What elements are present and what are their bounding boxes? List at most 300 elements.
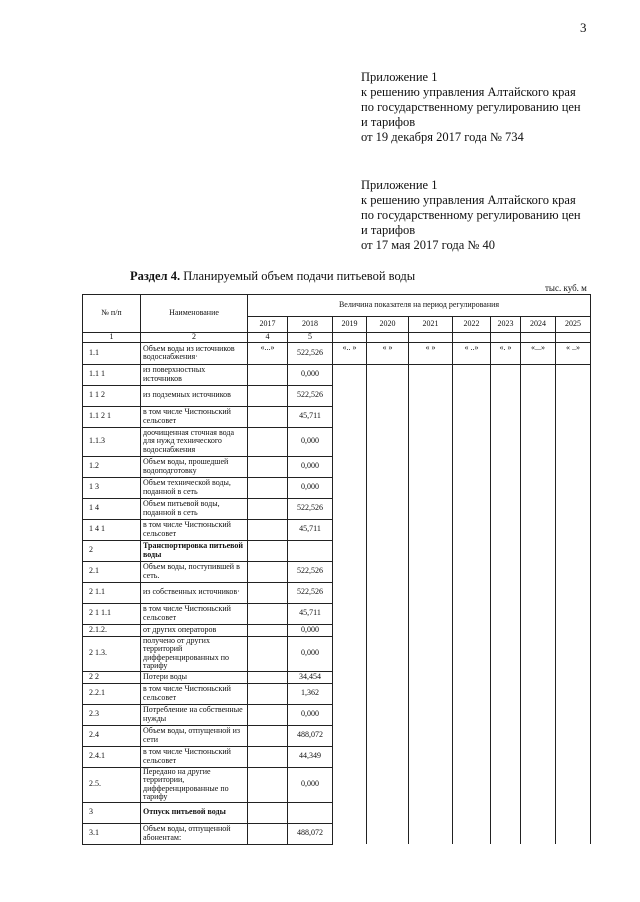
value-2022: [453, 406, 491, 427]
value-2020: [367, 624, 409, 636]
table-row: [83, 519, 591, 540]
table-row: [83, 540, 591, 561]
row-number: 1.1: [83, 342, 141, 364]
value-2024: [521, 767, 556, 802]
value-2020: [367, 823, 409, 844]
value-2023: [491, 671, 521, 683]
value-2019: [333, 636, 367, 671]
row-name: из поверхностных источников: [141, 364, 248, 385]
row-number: 2.4.1: [83, 746, 141, 767]
value-2019: [333, 603, 367, 624]
value-2023: [491, 603, 521, 624]
value-2024: «...»: [521, 342, 556, 364]
value-2022: [453, 456, 491, 477]
value-2017: [248, 364, 288, 385]
value-2017: [248, 519, 288, 540]
page-number: 3: [580, 20, 587, 35]
table-row: [83, 427, 591, 456]
value-2020: [367, 540, 409, 561]
row-name: в том числе Чистюньский сельсовет: [141, 406, 248, 427]
value-2020: [367, 683, 409, 704]
value-2021: [409, 456, 453, 477]
value-2017: «...»: [248, 342, 288, 364]
row-name: Объем технической воды, поданной в сеть: [141, 477, 248, 498]
value-2024: [521, 704, 556, 725]
value-2020: [367, 704, 409, 725]
annex-line: Приложение 1: [361, 70, 438, 84]
value-2023: [491, 802, 521, 823]
value-2025: [556, 767, 591, 802]
year-header: 2022: [453, 317, 491, 333]
value-2021: [409, 725, 453, 746]
value-2022: [453, 624, 491, 636]
annex-line: по государственному регулированию цен: [361, 100, 581, 114]
value-2021: [409, 519, 453, 540]
value-2023: [491, 364, 521, 385]
table-row: [83, 767, 591, 802]
section-label: Раздел 4.: [130, 269, 181, 283]
value-2018: 0,000: [288, 364, 333, 385]
value-2020: [367, 385, 409, 406]
value-2019: [333, 477, 367, 498]
value-2024: [521, 603, 556, 624]
annex-line: и тарифов: [361, 115, 416, 129]
value-2024: [521, 498, 556, 519]
value-2025: [556, 624, 591, 636]
index-cell: 4: [248, 333, 288, 343]
value-2025: « ..»: [556, 342, 591, 364]
annex-block-current: [361, 70, 606, 145]
value-2020: [367, 603, 409, 624]
value-2025: [556, 498, 591, 519]
value-2019: [333, 456, 367, 477]
value-2017: [248, 603, 288, 624]
table-row: [83, 342, 591, 364]
value-2023: [491, 456, 521, 477]
value-2019: [333, 427, 367, 456]
value-2018: 0,000: [288, 456, 333, 477]
row-number: 2: [83, 540, 141, 561]
value-2025: [556, 477, 591, 498]
row-number: 2.1.2.: [83, 624, 141, 636]
value-2023: [491, 704, 521, 725]
value-2021: [409, 603, 453, 624]
value-2022: [453, 519, 491, 540]
value-2021: [409, 767, 453, 802]
index-cell: 5: [288, 333, 333, 343]
value-2020: [367, 636, 409, 671]
value-2018: [288, 802, 333, 823]
table-row: [83, 624, 591, 636]
annex-line: от 19 декабря 2017 года № 734: [361, 130, 524, 144]
value-2023: [491, 767, 521, 802]
row-number: 2 1 1.1: [83, 603, 141, 624]
row-name: в том числе Чистюньский сельсовет: [141, 683, 248, 704]
value-2022: [453, 385, 491, 406]
value-2018: 522,526: [288, 385, 333, 406]
row-name: из собственных источников·: [141, 582, 248, 603]
table-row: [83, 823, 591, 844]
value-2025: [556, 704, 591, 725]
value-2025: [556, 671, 591, 683]
unit-label: тыс. куб. м: [545, 283, 587, 293]
value-2018: 0,000: [288, 767, 333, 802]
row-name: Объем питьевой воды, поданной в сеть: [141, 498, 248, 519]
value-2025: [556, 746, 591, 767]
annex-block-original: [361, 178, 606, 253]
table-row: [83, 746, 591, 767]
value-2018: 522,526: [288, 498, 333, 519]
value-2022: [453, 498, 491, 519]
value-2023: [491, 725, 521, 746]
value-2023: [491, 823, 521, 844]
value-2020: [367, 364, 409, 385]
value-2022: [453, 364, 491, 385]
table-row: [83, 456, 591, 477]
header-period: Величина показателя на период регулирования: [248, 295, 591, 317]
value-2022: [453, 802, 491, 823]
value-2019: [333, 561, 367, 582]
row-name: в том числе Чистюньский сельсовет: [141, 603, 248, 624]
value-2020: [367, 725, 409, 746]
value-2019: [333, 385, 367, 406]
table-row: [83, 406, 591, 427]
value-2024: [521, 746, 556, 767]
value-2025: [556, 683, 591, 704]
row-number: 2.3: [83, 704, 141, 725]
value-2017: [248, 385, 288, 406]
value-2020: [367, 746, 409, 767]
value-2018: [288, 540, 333, 561]
value-2025: [556, 603, 591, 624]
value-2019: [333, 406, 367, 427]
value-2024: [521, 636, 556, 671]
value-2018: 45,711: [288, 519, 333, 540]
row-name: Объем воды, отпущенной из сети: [141, 725, 248, 746]
value-2024: [521, 406, 556, 427]
table-row: [83, 364, 591, 385]
value-2021: [409, 582, 453, 603]
value-2019: [333, 823, 367, 844]
value-2017: [248, 582, 288, 603]
value-2019: [333, 725, 367, 746]
value-2025: [556, 427, 591, 456]
value-2020: [367, 671, 409, 683]
value-2023: [491, 519, 521, 540]
value-2019: [333, 624, 367, 636]
annex-line: от 17 мая 2017 года № 40: [361, 238, 495, 252]
year-header: 2021: [409, 317, 453, 333]
value-2019: [333, 683, 367, 704]
value-2017: [248, 683, 288, 704]
row-name: получено от других территорий дифференцированных по тарифу: [141, 636, 248, 671]
value-2021: [409, 683, 453, 704]
value-2017: [248, 767, 288, 802]
value-2024: [521, 624, 556, 636]
value-2025: [556, 636, 591, 671]
value-2024: [521, 683, 556, 704]
value-2017: [248, 540, 288, 561]
value-2025: [556, 823, 591, 844]
value-2018: 44,349: [288, 746, 333, 767]
index-cell: 2: [141, 333, 248, 343]
table-row: [83, 802, 591, 823]
index-cell: 1: [83, 333, 141, 343]
value-2017: [248, 636, 288, 671]
row-name: Объем воды, прошедшей водоподготовку: [141, 456, 248, 477]
value-2025: [556, 540, 591, 561]
value-2022: [453, 427, 491, 456]
year-header: 2017: [248, 317, 288, 333]
table-row: [83, 561, 591, 582]
value-2020: [367, 498, 409, 519]
value-2024: [521, 802, 556, 823]
value-2019: [333, 519, 367, 540]
value-2019: [333, 746, 367, 767]
value-2017: [248, 671, 288, 683]
value-2017: [248, 746, 288, 767]
value-2020: [367, 456, 409, 477]
value-2019: [333, 364, 367, 385]
value-2018: 522,526: [288, 582, 333, 603]
value-2017: [248, 561, 288, 582]
year-header: 2025: [556, 317, 591, 333]
value-2019: [333, 582, 367, 603]
value-2019: [333, 802, 367, 823]
value-2024: [521, 519, 556, 540]
value-2023: [491, 498, 521, 519]
row-name: Объем воды, отпущенной абонентам:: [141, 823, 248, 844]
value-2021: [409, 477, 453, 498]
value-2021: [409, 540, 453, 561]
row-number: 2.4: [83, 725, 141, 746]
table-row: [83, 498, 591, 519]
year-header: 2023: [491, 317, 521, 333]
value-2020: [367, 582, 409, 603]
value-2019: [333, 767, 367, 802]
table-row: [83, 704, 591, 725]
value-2022: [453, 603, 491, 624]
value-2025: [556, 456, 591, 477]
row-number: 2.1: [83, 561, 141, 582]
row-number: 3.1: [83, 823, 141, 844]
value-2018: 522,526: [288, 342, 333, 364]
row-name: Передано на другие территории, дифференцированные по тарифу: [141, 767, 248, 802]
value-2020: [367, 427, 409, 456]
value-2017: [248, 456, 288, 477]
value-2023: [491, 385, 521, 406]
row-number: 1.2: [83, 456, 141, 477]
value-2024: [521, 582, 556, 603]
value-2017: [248, 823, 288, 844]
value-2019: [333, 671, 367, 683]
value-2021: [409, 624, 453, 636]
year-header: 2020: [367, 317, 409, 333]
annex-line: по государственному регулированию цен: [361, 208, 581, 222]
value-2025: [556, 561, 591, 582]
value-2021: [409, 561, 453, 582]
value-2022: [453, 582, 491, 603]
value-2024: [521, 456, 556, 477]
value-2022: [453, 767, 491, 802]
value-2023: [491, 406, 521, 427]
value-2021: [409, 823, 453, 844]
value-2021: [409, 385, 453, 406]
value-2018: 45,711: [288, 603, 333, 624]
value-2022: [453, 746, 491, 767]
value-2021: [409, 704, 453, 725]
row-name: от других операторов: [141, 624, 248, 636]
value-2018: 488,072: [288, 823, 333, 844]
value-2021: [409, 746, 453, 767]
value-2018: 0,000: [288, 704, 333, 725]
value-2020: [367, 561, 409, 582]
value-2022: [453, 725, 491, 746]
value-2025: [556, 406, 591, 427]
table-row: [83, 477, 591, 498]
row-number: 1.1 1: [83, 364, 141, 385]
value-2024: [521, 427, 556, 456]
value-2023: [491, 427, 521, 456]
value-2018: 0,000: [288, 427, 333, 456]
value-2021: « »: [409, 342, 453, 364]
annex-line: и тарифов: [361, 223, 416, 237]
value-2020: [367, 767, 409, 802]
value-2023: [491, 636, 521, 671]
row-name: Объем воды из источников водоснабжения·: [141, 342, 248, 364]
table-row: [83, 683, 591, 704]
row-number: 2.5.: [83, 767, 141, 802]
value-2023: [491, 683, 521, 704]
table-row: [83, 582, 591, 603]
value-2024: [521, 561, 556, 582]
value-2024: [521, 385, 556, 406]
year-header: 2024: [521, 317, 556, 333]
value-2018: 34,454: [288, 671, 333, 683]
value-2024: [521, 823, 556, 844]
value-2021: [409, 364, 453, 385]
row-name: доочищенная сточная вода для нужд технического водоснабжения: [141, 427, 248, 456]
value-2020: [367, 802, 409, 823]
value-2017: [248, 704, 288, 725]
value-2018: 45,711: [288, 406, 333, 427]
row-number: 1.1 2 1: [83, 406, 141, 427]
value-2021: [409, 427, 453, 456]
value-2019: «.. »: [333, 342, 367, 364]
row-name: в том числе Чистюньский сельсовет: [141, 746, 248, 767]
value-2024: [521, 364, 556, 385]
value-2019: [333, 498, 367, 519]
value-2020: [367, 406, 409, 427]
table-row: [83, 671, 591, 683]
value-2022: [453, 636, 491, 671]
value-2022: [453, 477, 491, 498]
value-2024: [521, 725, 556, 746]
water-supply-table: [82, 294, 591, 845]
value-2018: 0,000: [288, 636, 333, 671]
value-2020: [367, 477, 409, 498]
value-2021: [409, 671, 453, 683]
row-number: 3: [83, 802, 141, 823]
value-2023: [491, 746, 521, 767]
row-number: 2 1.1: [83, 582, 141, 603]
value-2018: 488,072: [288, 725, 333, 746]
table-row: [83, 725, 591, 746]
value-2017: [248, 725, 288, 746]
row-number: 1 3: [83, 477, 141, 498]
row-number: 1 4: [83, 498, 141, 519]
section-title-text: Планируемый объем подачи питьевой воды: [183, 269, 416, 283]
row-name: Отпуск питьевой воды: [141, 802, 248, 823]
row-name: из подземных источников: [141, 385, 248, 406]
row-number: 2 1.3.: [83, 636, 141, 671]
row-number: 1 4 1: [83, 519, 141, 540]
table-row: [83, 603, 591, 624]
value-2018: 522,526: [288, 561, 333, 582]
value-2024: [521, 540, 556, 561]
value-2017: [248, 498, 288, 519]
value-2019: [333, 540, 367, 561]
value-2022: [453, 671, 491, 683]
value-2022: [453, 823, 491, 844]
value-2017: [248, 624, 288, 636]
row-name: Транспортировка питьевой воды: [141, 540, 248, 561]
annex-line: к решению управления Алтайского края: [361, 85, 576, 99]
value-2022: [453, 540, 491, 561]
row-number: 2.2.1: [83, 683, 141, 704]
value-2018: 0,000: [288, 477, 333, 498]
value-2023: [491, 624, 521, 636]
value-2024: [521, 671, 556, 683]
year-header: 2018: [288, 317, 333, 333]
value-2025: [556, 725, 591, 746]
value-2025: [556, 364, 591, 385]
row-number: 1 1 2: [83, 385, 141, 406]
value-2023: [491, 561, 521, 582]
row-name: Потери воды: [141, 671, 248, 683]
value-2017: [248, 802, 288, 823]
value-2024: [521, 477, 556, 498]
row-name: Потребление на собственные нужды: [141, 704, 248, 725]
value-2025: [556, 519, 591, 540]
year-header: 2019: [333, 317, 367, 333]
row-number: 1.1.3: [83, 427, 141, 456]
value-2025: [556, 802, 591, 823]
annex-line: Приложение 1: [361, 178, 438, 192]
table-row: [83, 385, 591, 406]
value-2018: 0,000: [288, 624, 333, 636]
row-name: Объем воды, поступившей в сеть.: [141, 561, 248, 582]
table-row: [83, 636, 591, 671]
value-2020: [367, 519, 409, 540]
value-2021: [409, 636, 453, 671]
row-number: 2 2: [83, 671, 141, 683]
header-num: № п/п: [83, 295, 141, 333]
value-2022: [453, 683, 491, 704]
value-2025: [556, 385, 591, 406]
value-2023: [491, 540, 521, 561]
value-2018: 1,362: [288, 683, 333, 704]
value-2021: [409, 802, 453, 823]
row-name: в том числе Чистюньский сельсовет: [141, 519, 248, 540]
value-2023: «. »: [491, 342, 521, 364]
value-2022: [453, 561, 491, 582]
value-2023: [491, 582, 521, 603]
value-2022: [453, 704, 491, 725]
value-2023: [491, 477, 521, 498]
value-2019: [333, 704, 367, 725]
value-2021: [409, 406, 453, 427]
